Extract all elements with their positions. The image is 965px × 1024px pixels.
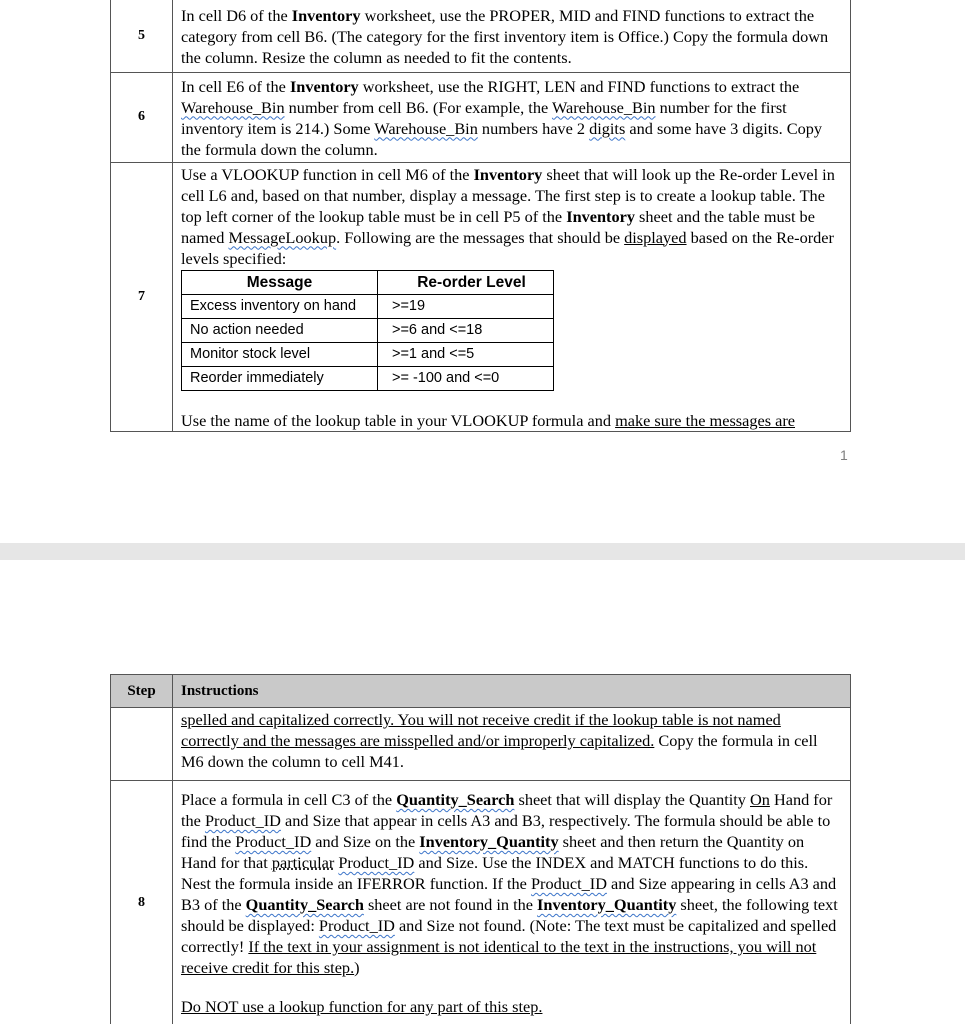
step-8-instructions (173, 781, 851, 1024)
table-row-step-8 (111, 781, 851, 1024)
step-7-continued-instructions: spelled and capitalized correctly. You will not receive credit if the lookup table is not named correctly and the messages are misspelled and/or improperly capitalized. Copy the formula in cell M6 down the column to cell M41. (173, 708, 851, 781)
step-6-instructions: In cell E6 of the Inventory worksheet, use the RIGHT, LEN and FIND functions to extract the Warehouse_Bin number from cell B6. (For example, the Warehouse_Bin number for the first inventory item is 214.) Some Warehouse_Bin numbers have 2 digits and some have 3 digits. Copy the formula down the column. (173, 72, 851, 162)
lookup-message-cell: Excess inventory on hand (182, 294, 378, 318)
lookup-row (182, 366, 554, 390)
lookup-level-cell: >= -100 and <=0 (378, 366, 554, 390)
step-7-footer: Use the name of the lookup table in your VLOOKUP formula and make sure the messages are (181, 410, 795, 430)
step-number-empty (111, 708, 173, 781)
step-number: 8 (111, 781, 173, 1024)
table-row-step-6 (111, 72, 851, 162)
table-row-step-5 (111, 0, 851, 72)
lookup-header-reorder-level: Re-order Level (378, 270, 554, 294)
page-break-gap (0, 543, 965, 560)
table-header-row (111, 675, 851, 708)
lookup-level-cell: >=19 (378, 294, 554, 318)
steps-table-page-1 (110, 0, 851, 432)
step-5-instructions: In cell D6 of the Inventory worksheet, use the PROPER, MID and FIND functions to extract the category from cell B6. (The category for the first inventory item is Office.) Copy the formula down the column. Resize the column as needed to fit the contents. (173, 0, 851, 72)
table-row-step-7-continued (111, 708, 851, 781)
step-7-paragraph: Use a VLOOKUP function in cell M6 of the Inventory sheet that will look up the Re-order Level in cell L6 and, based on that number, display a message. The first step is to create a lookup table. The top left corner of the lookup table must be in cell P5 of the Inventory sheet and the table must be named MessageLookup. Following are the messages that should be displayed based on the Re-order levels specified: (181, 164, 835, 268)
step-number: 6 (111, 72, 173, 162)
page-number: 1 (840, 447, 848, 463)
lookup-level-cell: >=1 and <=5 (378, 342, 554, 366)
header-step: Step (111, 675, 173, 708)
table-row-step-7 (111, 162, 851, 431)
lookup-message-cell: Monitor stock level (182, 342, 378, 366)
step-number: 7 (111, 162, 173, 431)
lookup-header-message: Message (182, 270, 378, 294)
step-7-instructions (173, 162, 851, 431)
lookup-level-cell: >=6 and <=18 (378, 318, 554, 342)
lookup-message-cell: No action needed (182, 318, 378, 342)
lookup-header-row (182, 270, 554, 294)
lookup-message-cell: Reorder immediately (182, 366, 378, 390)
step-number: 5 (111, 0, 173, 72)
document-page-2 (0, 560, 965, 1024)
step-8-warning: Do NOT use a lookup function for any part of this step. (181, 997, 543, 1016)
steps-table-page-2 (110, 674, 851, 1024)
lookup-row (182, 342, 554, 366)
header-instructions: Instructions (173, 675, 851, 708)
lookup-row (182, 318, 554, 342)
step-8-paragraph: Place a formula in cell C3 of the Quantity_Search sheet that will display the Quantity On Hand for the Product_ID and Size that appear in cells A3 and B3, respectively. The formula should be able to find the Product_ID and Size on the Inventory_Quantity sheet and then return the Quantity on Hand for that particular Product_ID and Size. Use the INDEX and MATCH functions to do this. Nest the formula inside an IFERROR function. If the Product_ID and Size appearing in cells A3 and B3 of the Quantity_Search sheet are not found in the Inventory_Quantity sheet, the following text should be displayed: Product_ID and Size not found. (Note: The text must be capitalized and spelled correctly! If the text in your assignment is not identical to the text in the instructions, you will not receive credit for this step.) (181, 790, 838, 977)
message-lookup-table (181, 270, 554, 391)
lookup-row (182, 294, 554, 318)
